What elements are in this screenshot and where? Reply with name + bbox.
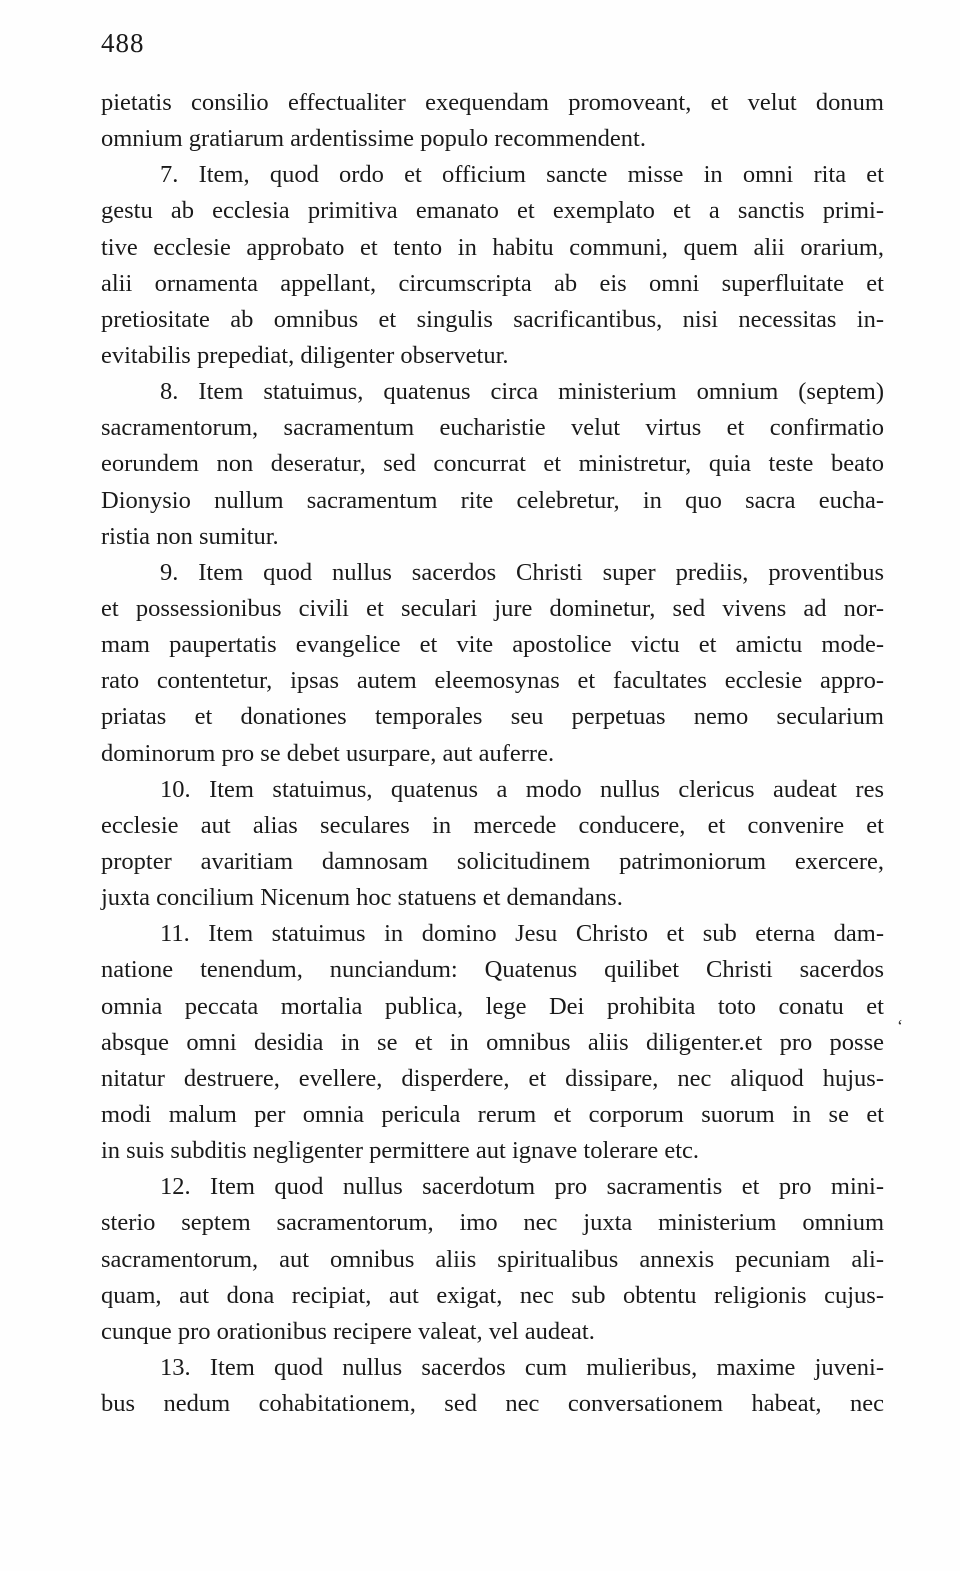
text-line: dominorum pro se debet usurpare, aut auferre. bbox=[101, 739, 555, 767]
text-line: Dionysio nullum sacramentum rite celebretur, in quo sacra eucha- bbox=[101, 486, 884, 514]
paragraph-7-start: 7. Item, quod ordo et officium sancte misse in omni rita et bbox=[160, 161, 884, 189]
paragraph-10-start: 10. Item statuimus, quatenus a modo nullus clericus audeat res bbox=[160, 775, 884, 803]
text-line: gestu ab ecclesia primitiva emanato et exemplato et a sanctis primi- bbox=[101, 197, 884, 225]
paragraph-13-start: 13. Item quod nullus sacerdos cum mulieribus, maxime juveni- bbox=[160, 1353, 884, 1381]
text-line: natione tenendum, nunciandum: Quatenus quilibet Christi sacerdos bbox=[101, 956, 884, 984]
text-line: pretiositate ab omnibus et singulis sacrificantibus, nisi necessitas in- bbox=[101, 305, 884, 333]
text-line: propter avaritiam damnosam solicitudinem patrimoniorum exercere, bbox=[101, 847, 884, 875]
paragraph-12-start: 12. Item quod nullus sacerdotum pro sacramentis et pro mini- bbox=[160, 1173, 884, 1201]
text-line: sterio septem sacramentorum, imo nec juxta ministerium omnium bbox=[101, 1209, 884, 1237]
text-line: modi malum per omnia pericula rerum et corporum suorum in se et bbox=[101, 1100, 884, 1128]
paragraph-9-start: 9. Item quod nullus sacerdos Christi super prediis, proventibus bbox=[160, 558, 884, 586]
text-line: nitatur destruere, evellere, disperdere, et dissipare, nec aliquod hujus- bbox=[101, 1064, 884, 1092]
paragraph-11-start: 11. Item statuimus in domino Jesu Christo et sub eterna dam- bbox=[160, 920, 884, 948]
text-line: omnium gratiarum ardentissime populo recommendent. bbox=[101, 125, 646, 153]
text-line: et possessionibus civili et seculari jure dominetur, sed vivens ad nor- bbox=[101, 594, 884, 622]
text-line: rato contentetur, ipsas autem eleemosynas et facultates ecclesie appro- bbox=[101, 667, 884, 695]
margin-mark: ‘ bbox=[897, 1016, 903, 1036]
text-line: omnia peccata mortalia publica, lege Dei prohibita toto conatu et bbox=[101, 992, 884, 1020]
text-line: cunque pro orationibus recipere valeat, vel audeat. bbox=[101, 1317, 595, 1345]
text-line: ecclesie aut alias seculares in mercede conducere, et convenire et bbox=[101, 811, 884, 839]
text-line: absque omni desidia in se et in omnibus aliis diligenter.et pro posse bbox=[101, 1028, 884, 1056]
text-line: mam paupertatis evangelice et vite apostolice victu et amictu mode- bbox=[101, 631, 884, 659]
text-line: in suis subditis negligenter permittere aut ignave tolerare etc. bbox=[101, 1137, 700, 1165]
text-line: ristia non sumitur. bbox=[101, 522, 279, 550]
text-line: pietatis consilio effectualiter exequendam promoveant, et velut donum bbox=[101, 89, 884, 116]
text-line: sacramentorum, sacramentum eucharistie velut virtus et confirmatio bbox=[101, 414, 884, 442]
text-line: sacramentorum, aut omnibus aliis spiritualibus annexis pecuniam ali- bbox=[101, 1245, 884, 1273]
paragraph-8-start: 8. Item statuimus, quatenus circa ministerium omnium (septem) bbox=[160, 378, 884, 406]
text-line: eorundem non deseratur, sed concurrat et ministretur, quia teste beato bbox=[101, 450, 884, 478]
text-line: priatas et donationes temporales seu perpetuas nemo secularium bbox=[101, 703, 884, 731]
body-text bbox=[101, 85, 884, 1422]
text-line: evitabilis prepediat, diligenter observetur. bbox=[101, 341, 509, 369]
text-line: alii ornamenta appellant, circumscripta ab eis omni superfluitate et bbox=[101, 269, 884, 297]
text-line: tive ecclesie approbato et tento in habitu communi, quem alii orarium, bbox=[101, 233, 884, 261]
page-number: 488 bbox=[101, 28, 145, 58]
text-line: bus nedum cohabitationem, sed nec conversationem habeat, nec bbox=[101, 1390, 884, 1418]
text-line: quam, aut dona recipiat, aut exigat, nec sub obtentu religionis cujus- bbox=[101, 1281, 884, 1309]
text-line: juxta concilium Nicenum hoc statuens et demandans. bbox=[101, 884, 623, 912]
